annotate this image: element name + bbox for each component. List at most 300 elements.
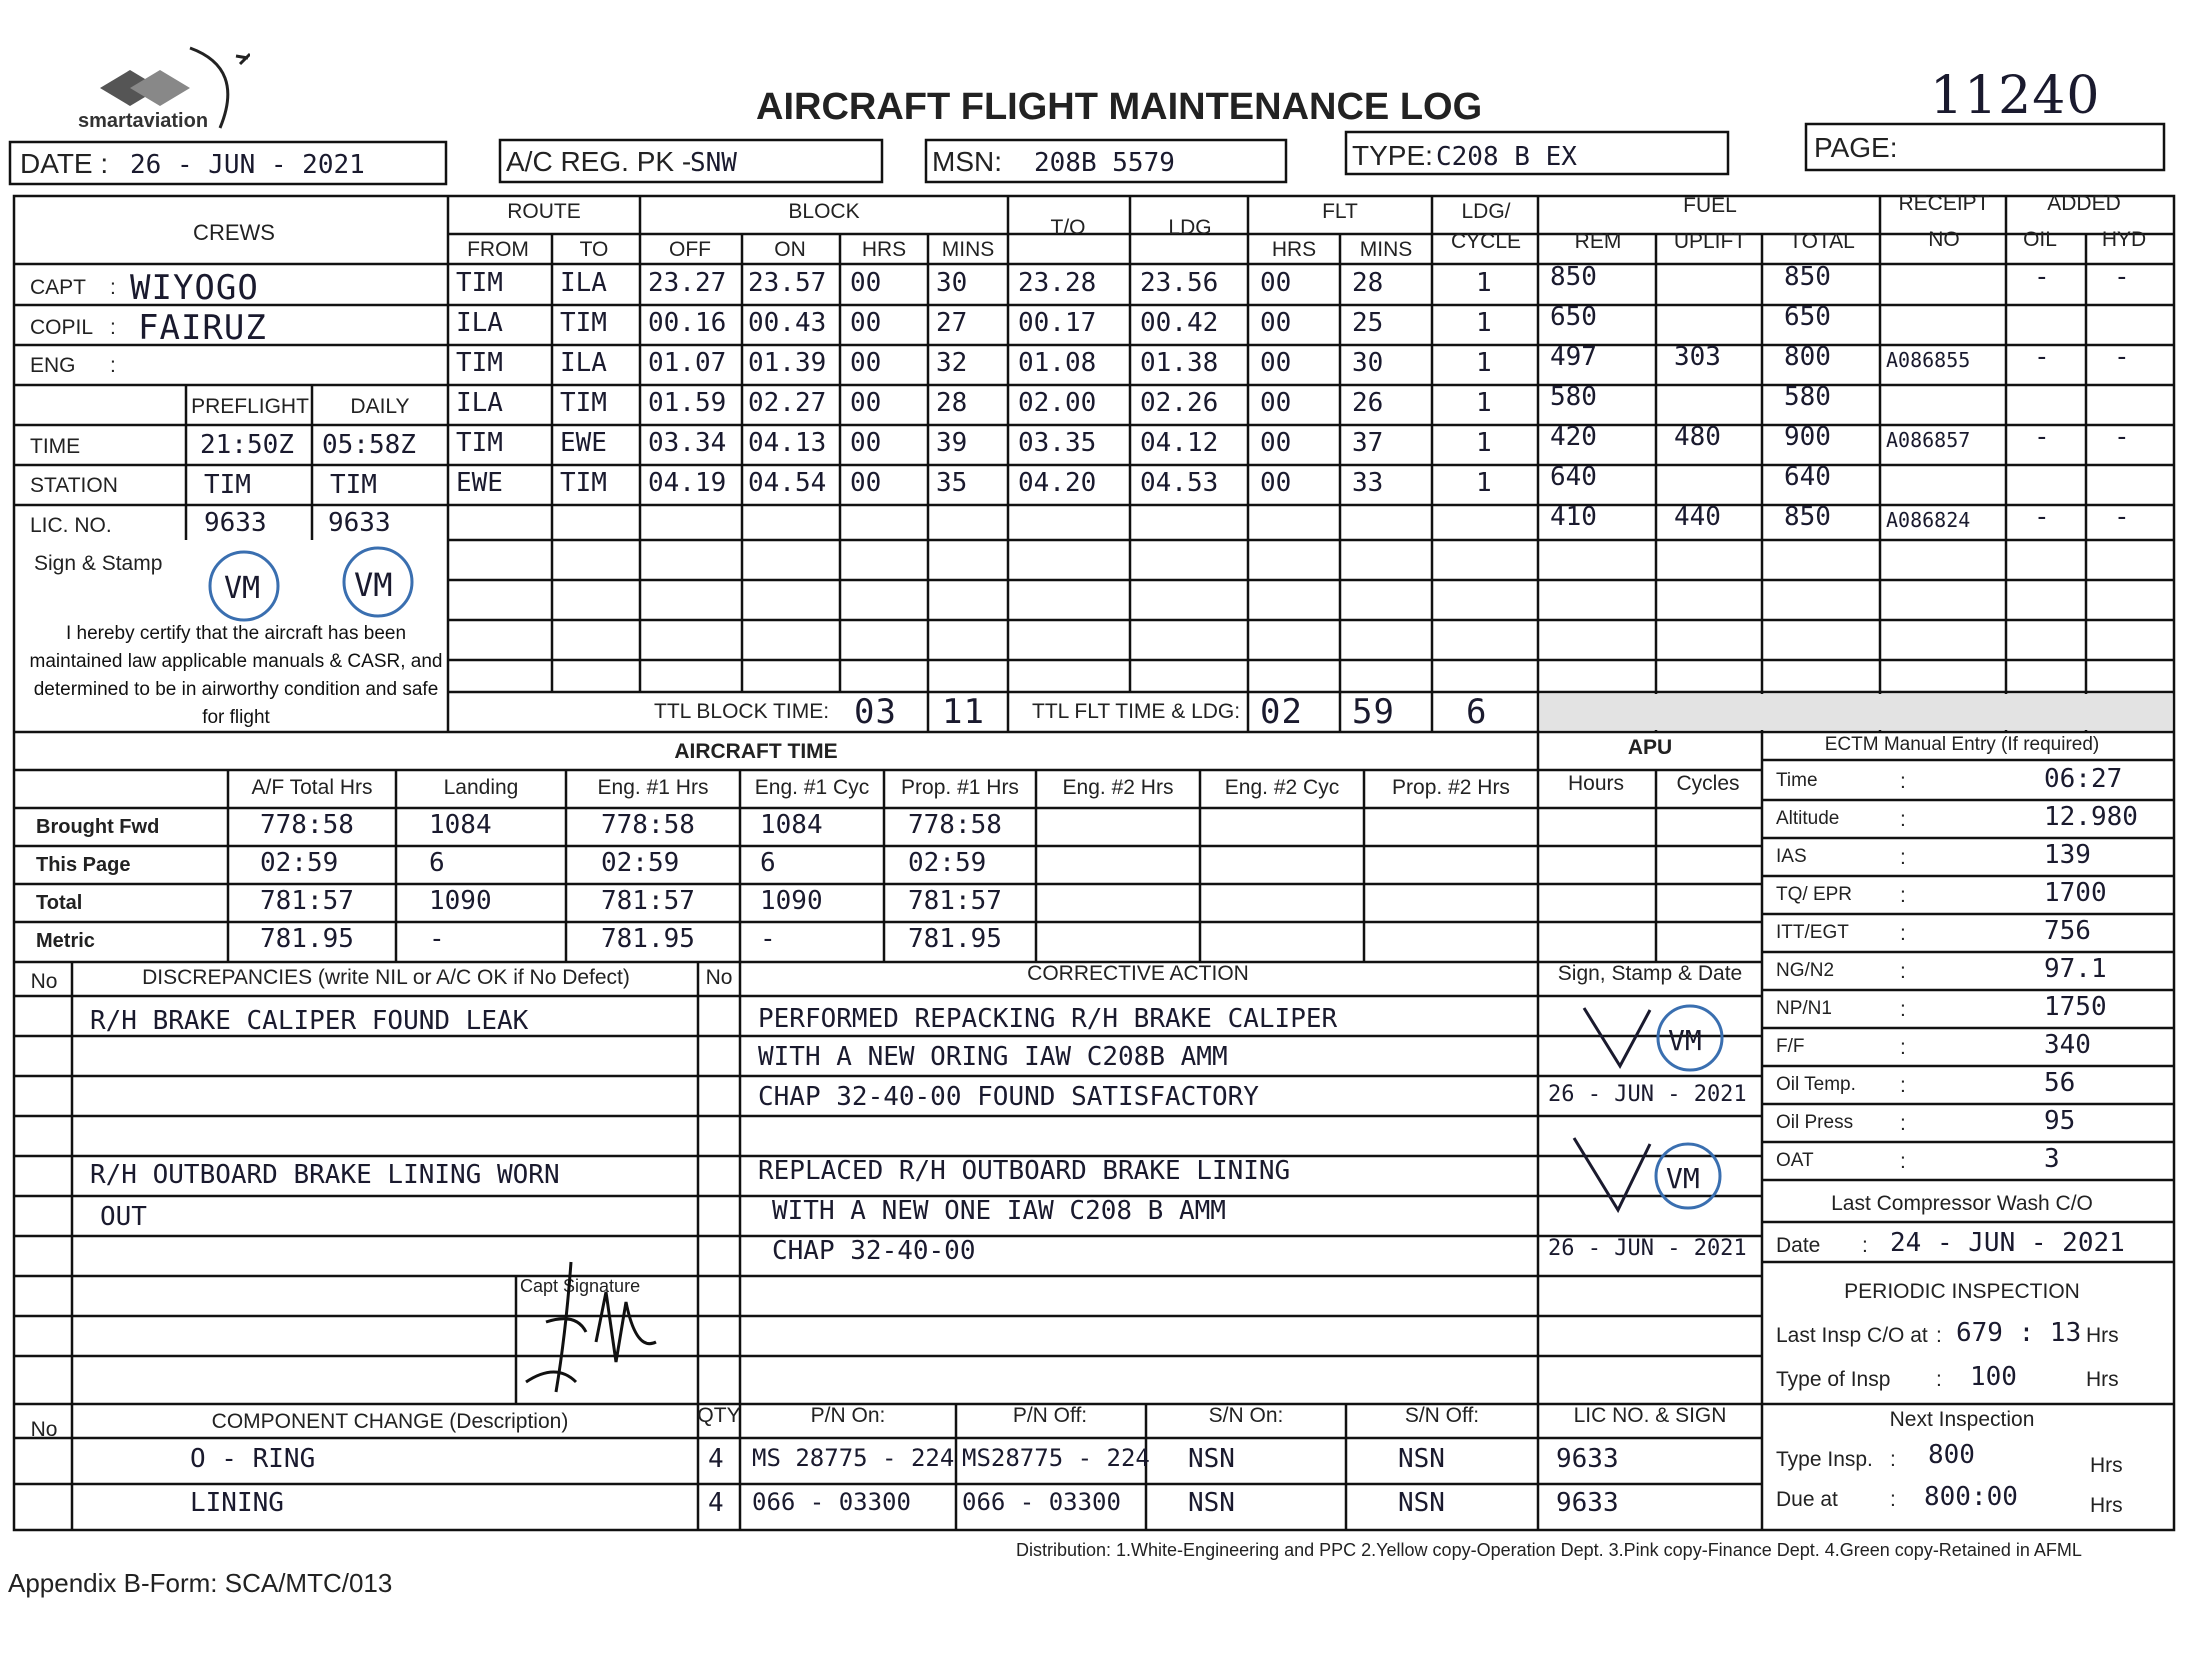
- fuel-oil[interactable]: -: [2034, 262, 2050, 292]
- aircraft-time-value[interactable]: 02:59: [260, 848, 339, 878]
- pn-on-header: P/N On:: [810, 1404, 886, 1427]
- last-insp-value[interactable]: 679 : 13: [1956, 1318, 2082, 1348]
- flight-cycle[interactable]: 1: [1476, 348, 1492, 378]
- component-lic[interactable]: 9633: [1556, 1444, 1619, 1474]
- hyd-header: HYD: [2101, 228, 2147, 251]
- flight-ldg[interactable]: 02.26: [1140, 388, 1219, 418]
- aircraft-time-value[interactable]: 778:58: [260, 810, 354, 840]
- aircraft-time-value[interactable]: 1090: [760, 886, 823, 916]
- flt-header: FLT: [1322, 200, 1358, 223]
- flight-ldg[interactable]: 23.56: [1140, 268, 1219, 298]
- aircraft-time-value[interactable]: 781:57: [601, 886, 695, 916]
- type-value[interactable]: C208 B EX: [1436, 142, 1577, 172]
- from-header: FROM: [467, 238, 529, 261]
- flight-flt-mins[interactable]: 28: [1352, 268, 1384, 298]
- aircraft-time-value[interactable]: 781.95: [601, 924, 695, 954]
- flight-from[interactable]: TIM: [456, 268, 503, 298]
- flight-to-time[interactable]: 23.28: [1018, 268, 1097, 298]
- svg-text:VM: VM: [354, 566, 393, 604]
- fuel-rem[interactable]: 420: [1550, 422, 1597, 452]
- component-qty[interactable]: 4: [708, 1488, 724, 1518]
- aircraft-time-value[interactable]: 781.95: [908, 924, 1002, 954]
- comp-no-header: No: [30, 1418, 58, 1441]
- mins-header: MINS: [941, 238, 995, 261]
- flight-to[interactable]: EWE: [560, 428, 607, 458]
- fuel-oil[interactable]: -: [2034, 502, 2050, 532]
- flight-cycle[interactable]: 1: [1476, 268, 1492, 298]
- colon: :: [110, 354, 116, 377]
- disc-no-header: No: [30, 970, 58, 993]
- colon: :: [1900, 770, 1906, 793]
- flight-from[interactable]: EWE: [456, 468, 503, 498]
- component-desc[interactable]: O - RING: [190, 1444, 316, 1474]
- colon: :: [1900, 846, 1906, 869]
- ectm-label: Oil Press: [1776, 1112, 1854, 1133]
- ldg-cycle-header-2: CYCLE: [1450, 230, 1522, 253]
- stamp-icon: [332, 544, 418, 620]
- flt-hrs-header: HRS: [1271, 238, 1317, 261]
- flight-from[interactable]: ILA: [456, 388, 503, 418]
- aircraft-time-header: Eng. #2 Hrs: [1062, 776, 1174, 799]
- discrepancy-2-line-1[interactable]: R/H OUTBOARD BRAKE LINING WORN: [90, 1160, 560, 1190]
- aircraft-time-value[interactable]: -: [429, 924, 445, 954]
- aircraft-time-value[interactable]: 1090: [429, 886, 492, 916]
- flight-flt-hrs[interactable]: 00: [1260, 388, 1292, 418]
- ectm-label: Time: [1776, 770, 1818, 791]
- flight-off[interactable]: 01.59: [648, 388, 727, 418]
- svg-text:VM: VM: [1666, 1162, 1700, 1195]
- fuel-receipt[interactable]: A086824: [1886, 508, 1971, 532]
- sign-date-2[interactable]: 26 - JUN - 2021: [1548, 1236, 1747, 1261]
- stamp-icon: [206, 548, 282, 624]
- corrective-1-line-3[interactable]: CHAP 32-40-00 FOUND SATISFACTORY: [758, 1082, 1259, 1112]
- flight-flt-hrs[interactable]: 00: [1260, 468, 1292, 498]
- fuel-rem[interactable]: 497: [1550, 342, 1597, 372]
- stamp-icon: [1570, 1130, 1730, 1220]
- aircraft-time-header: A/F Total Hrs: [251, 776, 373, 799]
- type-insp-hrs: Hrs: [2086, 1368, 2119, 1391]
- fuel-total[interactable]: 580: [1784, 382, 1831, 412]
- component-sn-off[interactable]: NSN: [1398, 1444, 1445, 1474]
- logo: [70, 28, 250, 138]
- daily-label: DAILY: [350, 395, 410, 418]
- ectm-label: Oil Temp.: [1776, 1074, 1856, 1095]
- aircraft-time-value[interactable]: 781:57: [260, 886, 354, 916]
- receipt-no-header: NO: [1928, 228, 1960, 251]
- aircraft-time-value[interactable]: 778:58: [601, 810, 695, 840]
- component-pn-on[interactable]: 066 - 03300: [752, 1488, 911, 1516]
- pn-off-header: P/N Off:: [1012, 1404, 1088, 1427]
- wash-date-label: Date: [1776, 1234, 1821, 1257]
- flight-flt-mins[interactable]: 37: [1352, 428, 1384, 458]
- flight-cycle[interactable]: 1: [1476, 388, 1492, 418]
- fuel-rem[interactable]: 850: [1550, 262, 1597, 292]
- capt-signature-label: Capt Signature: [520, 1276, 641, 1296]
- flight-hrs[interactable]: 00: [850, 348, 882, 378]
- ttl-block-hrs[interactable]: 03: [854, 692, 897, 732]
- corr-title: CORRECTIVE ACTION: [1027, 962, 1249, 985]
- due-label: Due at: [1776, 1488, 1838, 1511]
- aircraft-time-row-label: Metric: [36, 930, 95, 952]
- flight-ldg[interactable]: 04.53: [1140, 468, 1219, 498]
- certify-text: I hereby certify that the aircraft has been maintained law applicable manuals & CASR, and determined to be in airworthy condition and safe for flight: [29, 623, 443, 728]
- flight-flt-mins[interactable]: 25: [1352, 308, 1384, 338]
- flight-to[interactable]: TIM: [560, 388, 607, 418]
- component-sn-on[interactable]: NSN: [1188, 1488, 1235, 1518]
- preflight-label: PREFLIGHT: [191, 395, 309, 418]
- lic-preflight[interactable]: 9633: [204, 508, 267, 538]
- fuel-rem[interactable]: 650: [1550, 302, 1597, 332]
- ectm-label: TQ/ EPR: [1776, 884, 1853, 905]
- corrective-2-line-3[interactable]: CHAP 32-40-00: [772, 1236, 976, 1266]
- receipt-header: RECEIPT: [1898, 192, 1990, 215]
- fuel-receipt[interactable]: A086855: [1886, 348, 1971, 372]
- flight-to[interactable]: ILA: [560, 348, 607, 378]
- fuel-uplift[interactable]: 440: [1674, 502, 1721, 532]
- fuel-rem[interactable]: 410: [1550, 502, 1597, 532]
- ectm-value[interactable]: 756: [2044, 916, 2091, 946]
- colon: :: [1890, 1488, 1896, 1511]
- sn-on-header: S/N On:: [1208, 1404, 1284, 1427]
- flight-flt-hrs[interactable]: 00: [1260, 268, 1292, 298]
- ectm-value[interactable]: 139: [2044, 840, 2091, 870]
- aircraft-time-value[interactable]: 778:58: [908, 810, 1002, 840]
- colon: :: [1936, 1324, 1942, 1347]
- fuel-hyd[interactable]: -: [2114, 262, 2130, 292]
- flight-hrs[interactable]: 00: [850, 268, 882, 298]
- flight-off[interactable]: 23.27: [648, 268, 727, 298]
- fuel-hyd[interactable]: -: [2114, 422, 2130, 452]
- aircraft-time-header: Eng. #1 Cyc: [754, 776, 870, 799]
- next-type-hrs: Hrs: [2090, 1454, 2123, 1477]
- ac-reg-value[interactable]: SNW: [690, 148, 737, 178]
- flight-mins[interactable]: 39: [936, 428, 968, 458]
- apu-hours: Hours: [1567, 772, 1625, 795]
- flight-flt-mins[interactable]: 26: [1352, 388, 1384, 418]
- ectm-value[interactable]: 3: [2044, 1144, 2060, 1174]
- flight-hrs[interactable]: 00: [850, 428, 882, 458]
- flight-on[interactable]: 01.39: [748, 348, 827, 378]
- svg-text:VM: VM: [1668, 1024, 1702, 1057]
- colon: :: [1900, 1036, 1906, 1059]
- oil-header: OIL: [2023, 228, 2057, 251]
- fuel-total[interactable]: 640: [1784, 462, 1831, 492]
- flt-mins-header: MINS: [1359, 238, 1413, 261]
- aircraft-time-header: Eng. #1 Hrs: [597, 776, 709, 799]
- capt-name[interactable]: WIYOGO: [130, 268, 259, 308]
- flight-off[interactable]: 03.34: [648, 428, 727, 458]
- flight-hrs[interactable]: 00: [850, 308, 882, 338]
- ldg-header: LDG: [1168, 216, 1212, 239]
- corrective-1-stamp: [1580, 1000, 1730, 1081]
- form-id: Appendix B-Form: SCA/MTC/013: [8, 1568, 393, 1598]
- fuel-header: FUEL: [1683, 194, 1737, 217]
- flight-mins[interactable]: 35: [936, 468, 968, 498]
- fuel-total[interactable]: 900: [1784, 422, 1831, 452]
- page-label: PAGE:: [1814, 132, 1898, 163]
- flight-to-time[interactable]: 01.08: [1018, 348, 1097, 378]
- flight-off[interactable]: 01.07: [648, 348, 727, 378]
- wash-date-value[interactable]: 24 - JUN - 2021: [1890, 1228, 2125, 1258]
- corr-no-header: No: [705, 966, 733, 989]
- flight-cycle[interactable]: 1: [1476, 428, 1492, 458]
- crews-title: CREWS: [193, 220, 275, 245]
- aircraft-time-value[interactable]: 1084: [429, 810, 492, 840]
- stamp-icon: [1580, 1000, 1730, 1076]
- aircraft-time-value[interactable]: 02:59: [601, 848, 680, 878]
- preflight-stamp: [206, 548, 282, 629]
- fuel-uplift[interactable]: 480: [1674, 422, 1721, 452]
- aircraft-time-value[interactable]: 6: [429, 848, 445, 878]
- due-hrs: Hrs: [2090, 1494, 2123, 1517]
- time-label: TIME: [30, 435, 81, 458]
- aircraft-time-value[interactable]: 1084: [760, 810, 823, 840]
- time-daily[interactable]: 05:58Z: [322, 430, 416, 460]
- ectm-value[interactable]: 56: [2044, 1068, 2076, 1098]
- flight-on[interactable]: 04.13: [748, 428, 827, 458]
- component-desc[interactable]: LINING: [190, 1488, 284, 1518]
- next-insp-title: Next Inspection: [1889, 1408, 2035, 1431]
- eng-label: ENG: [30, 354, 76, 377]
- date-value[interactable]: 26 - JUN - 2021: [130, 150, 365, 180]
- ectm-label: OAT: [1776, 1150, 1814, 1171]
- lic-daily[interactable]: 9633: [328, 508, 391, 538]
- msn-label: MSN:: [932, 146, 1002, 177]
- fuel-total[interactable]: 650: [1784, 302, 1831, 332]
- next-type-value[interactable]: 800: [1928, 1440, 1975, 1470]
- aircraft-time-value[interactable]: 781.95: [260, 924, 354, 954]
- corrective-2-line-2[interactable]: WITH A NEW ONE IAW C208 B AMM: [772, 1196, 1226, 1226]
- flight-ldg[interactable]: 01.38: [1140, 348, 1219, 378]
- aircraft-time-value[interactable]: 6: [760, 848, 776, 878]
- sn-off-header: S/N Off:: [1404, 1404, 1480, 1427]
- apu-title: APU: [1627, 736, 1673, 759]
- colon: :: [1936, 1368, 1942, 1391]
- fuel-hyd[interactable]: -: [2114, 502, 2130, 532]
- added-header: ADDED: [2047, 192, 2121, 215]
- flight-to[interactable]: TIM: [560, 308, 607, 338]
- flight-to[interactable]: ILA: [560, 268, 607, 298]
- signature-icon: [516, 1252, 676, 1402]
- station-daily[interactable]: TIM: [330, 470, 377, 500]
- component-pn-on[interactable]: MS 28775 - 224: [752, 1444, 955, 1472]
- station-preflight[interactable]: TIM: [204, 470, 251, 500]
- flight-hrs[interactable]: 00: [850, 468, 882, 498]
- to-header: TO: [579, 238, 609, 261]
- ectm-label: F/F: [1776, 1036, 1805, 1057]
- aircraft-time-row-label: Total: [36, 892, 83, 914]
- aircraft-time-header: Eng. #2 Cyc: [1224, 776, 1340, 799]
- ectm-label: IAS: [1776, 846, 1807, 867]
- comp-title: COMPONENT CHANGE (Description): [211, 1410, 569, 1433]
- off-header: OFF: [669, 238, 711, 261]
- ttl-block-mins[interactable]: 11: [942, 692, 985, 732]
- corrective-2-line-1[interactable]: REPLACED R/H OUTBOARD BRAKE LINING: [758, 1156, 1291, 1186]
- flight-from[interactable]: TIM: [456, 348, 503, 378]
- flight-to-time[interactable]: 04.20: [1018, 468, 1097, 498]
- colon: :: [1900, 998, 1906, 1021]
- ectm-value[interactable]: 06:27: [2044, 764, 2123, 794]
- disc-title: DISCREPANCIES (write NIL or A/C OK if No Defect): [142, 966, 630, 989]
- component-pn-off[interactable]: MS28775 - 224: [962, 1444, 1150, 1472]
- colon: :: [110, 316, 116, 339]
- station-label: STATION: [30, 474, 118, 497]
- flight-from[interactable]: TIM: [456, 428, 503, 458]
- to-time-header: T/O: [1050, 216, 1086, 239]
- distribution: Distribution: 1.White-Engineering and PPC 2.Yellow copy-Operation Dept. 3.Pink copy-Finance Dept. 4.Green copy-Retained in AFML: [1016, 1540, 2082, 1560]
- component-lic[interactable]: 9633: [1556, 1488, 1619, 1518]
- lic-sign-header: LIC NO. & SIGN: [1573, 1404, 1727, 1427]
- flight-off[interactable]: 04.19: [648, 468, 727, 498]
- discrepancy-1[interactable]: R/H BRAKE CALIPER FOUND LEAK: [90, 1006, 529, 1036]
- aircraft-time-value[interactable]: -: [760, 924, 776, 954]
- ectm-label: ITT/EGT: [1776, 922, 1849, 943]
- ectm-value[interactable]: 97.1: [2044, 954, 2107, 984]
- hrs-header: HRS: [861, 238, 907, 261]
- ttl-block-label: TTL BLOCK TIME:: [654, 700, 830, 723]
- block-header: BLOCK: [788, 200, 860, 223]
- ac-reg-label: A/C REG. PK -: [506, 146, 692, 177]
- ttl-flt-mins[interactable]: 59: [1352, 692, 1395, 732]
- flight-to-time[interactable]: 00.17: [1018, 308, 1097, 338]
- date-label: DATE :: [20, 148, 109, 179]
- discrepancy-2-line-2[interactable]: OUT: [100, 1202, 147, 1232]
- type-insp-label: Type of Insp: [1776, 1368, 1891, 1391]
- time-preflight[interactable]: 21:50Z: [200, 430, 294, 460]
- flight-flt-hrs[interactable]: 00: [1260, 308, 1292, 338]
- last-insp-hrs: Hrs: [2086, 1324, 2119, 1347]
- fuel-hyd[interactable]: -: [2114, 342, 2130, 372]
- ttl-ldg[interactable]: 6: [1466, 692, 1488, 732]
- msn-value[interactable]: 208B 5579: [1034, 148, 1175, 178]
- flight-flt-mins[interactable]: 30: [1352, 348, 1384, 378]
- fuel-total[interactable]: 800: [1784, 342, 1831, 372]
- aircraft-time-header: Prop. #2 Hrs: [1392, 776, 1510, 799]
- logo-text: smartaviation: [78, 110, 209, 132]
- ectm-label: NP/N1: [1776, 998, 1832, 1019]
- ectm-label: NG/N2: [1776, 960, 1835, 981]
- next-type-label: Type Insp.: [1776, 1448, 1873, 1471]
- flight-off[interactable]: 00.16: [648, 308, 727, 338]
- aircraft-time-value[interactable]: 781:57: [908, 886, 1002, 916]
- flight-to-time[interactable]: 03.35: [1018, 428, 1097, 458]
- apu-cycles: Cycles: [1676, 772, 1740, 795]
- copil-name[interactable]: FAIRUZ: [138, 308, 267, 348]
- ectm-value[interactable]: 95: [2044, 1106, 2076, 1136]
- ectm-value[interactable]: 1750: [2044, 992, 2107, 1022]
- capt-signature: [516, 1252, 676, 1407]
- on-header: ON: [774, 238, 806, 261]
- sign-label: Sign & Stamp: [34, 552, 163, 575]
- flight-ldg[interactable]: 04.12: [1140, 428, 1219, 458]
- fuel-rem[interactable]: 640: [1550, 462, 1597, 492]
- flight-flt-hrs[interactable]: 00: [1260, 348, 1292, 378]
- flight-hrs[interactable]: 00: [850, 388, 882, 418]
- ldg-cycle-header-1: LDG/: [1461, 200, 1511, 223]
- due-value[interactable]: 800:00: [1924, 1482, 2018, 1512]
- colon: :: [1900, 922, 1906, 945]
- ttl-flt-label: TTL FLT TIME & LDG:: [1032, 700, 1241, 723]
- flight-flt-mins[interactable]: 33: [1352, 468, 1384, 498]
- flight-mins[interactable]: 32: [936, 348, 968, 378]
- flight-ldg[interactable]: 00.42: [1140, 308, 1219, 338]
- fuel-oil[interactable]: -: [2034, 342, 2050, 372]
- aircraft-time-value[interactable]: 02:59: [908, 848, 987, 878]
- fuel-rem[interactable]: 580: [1550, 382, 1597, 412]
- flight-to-time[interactable]: 02.00: [1018, 388, 1097, 418]
- type-insp-value[interactable]: 100: [1970, 1362, 2017, 1392]
- ectm-value[interactable]: 340: [2044, 1030, 2091, 1060]
- flight-on[interactable]: 00.43: [748, 308, 827, 338]
- colon: :: [1900, 808, 1906, 831]
- colon: :: [1890, 1448, 1896, 1471]
- sign-date-1[interactable]: 26 - JUN - 2021: [1548, 1082, 1747, 1107]
- flight-cycle[interactable]: 1: [1476, 468, 1492, 498]
- flight-from[interactable]: ILA: [456, 308, 503, 338]
- fuel-total[interactable]: 850: [1784, 502, 1831, 532]
- colon: :: [1900, 884, 1906, 907]
- qty-header: QTY: [697, 1404, 741, 1427]
- flight-to[interactable]: TIM: [560, 468, 607, 498]
- colon: :: [1900, 1112, 1906, 1135]
- colon: :: [1862, 1234, 1868, 1257]
- uplift-header: UPLIFT: [1673, 230, 1747, 253]
- serial-number: 11240: [1930, 66, 2101, 126]
- ttl-flt-hrs[interactable]: 02: [1260, 692, 1303, 732]
- flight-flt-hrs[interactable]: 00: [1260, 428, 1292, 458]
- ectm-value[interactable]: 1700: [2044, 878, 2107, 908]
- colon: :: [1900, 1074, 1906, 1097]
- fuel-receipt[interactable]: A086857: [1886, 428, 1971, 452]
- fuel-total[interactable]: 850: [1784, 262, 1831, 292]
- aircraft-time-title: AIRCRAFT TIME: [674, 740, 838, 763]
- aircraft-time-header: Landing: [443, 776, 519, 799]
- aircraft-time-row-label: This Page: [36, 854, 131, 876]
- periodic-title: PERIODIC INSPECTION: [1844, 1280, 2080, 1303]
- route-header: ROUTE: [507, 200, 581, 223]
- component-qty[interactable]: 4: [708, 1444, 724, 1474]
- total-header: TOTAL: [1789, 230, 1855, 253]
- fuel-uplift[interactable]: 303: [1674, 342, 1721, 372]
- ectm-label: Altitude: [1776, 808, 1840, 829]
- flight-mins[interactable]: 28: [936, 388, 968, 418]
- component-sn-off[interactable]: NSN: [1398, 1488, 1445, 1518]
- flight-mins[interactable]: 27: [936, 308, 968, 338]
- corrective-1-line-2[interactable]: WITH A NEW ORING IAW C208B AMM: [758, 1042, 1228, 1072]
- colon: :: [1900, 960, 1906, 983]
- flight-on[interactable]: 02.27: [748, 388, 827, 418]
- aircraft-time-row-label: Brought Fwd: [36, 816, 160, 838]
- aircraft-time-header: Prop. #1 Hrs: [901, 776, 1019, 799]
- corrective-1-line-1[interactable]: PERFORMED REPACKING R/H BRAKE CALIPER: [758, 1004, 1338, 1034]
- component-pn-off[interactable]: 066 - 03300: [962, 1488, 1121, 1516]
- ectm-title: ECTM Manual Entry (If required): [1824, 734, 2100, 755]
- corrective-2-stamp: [1570, 1130, 1730, 1225]
- colon: :: [1900, 1150, 1906, 1173]
- ectm-value[interactable]: 12.980: [2044, 802, 2138, 832]
- colon: :: [110, 276, 116, 299]
- flight-on[interactable]: 04.54: [748, 468, 827, 498]
- fuel-oil[interactable]: -: [2034, 422, 2050, 452]
- flight-mins[interactable]: 30: [936, 268, 968, 298]
- component-sn-on[interactable]: NSN: [1188, 1444, 1235, 1474]
- flight-on[interactable]: 23.57: [748, 268, 827, 298]
- sign-date-title: Sign, Stamp & Date: [1557, 962, 1743, 985]
- flight-cycle[interactable]: 1: [1476, 308, 1492, 338]
- last-insp-label: Last Insp C/O at: [1776, 1324, 1928, 1347]
- svg-text:VM: VM: [224, 571, 261, 606]
- type-label: TYPE:: [1352, 140, 1433, 171]
